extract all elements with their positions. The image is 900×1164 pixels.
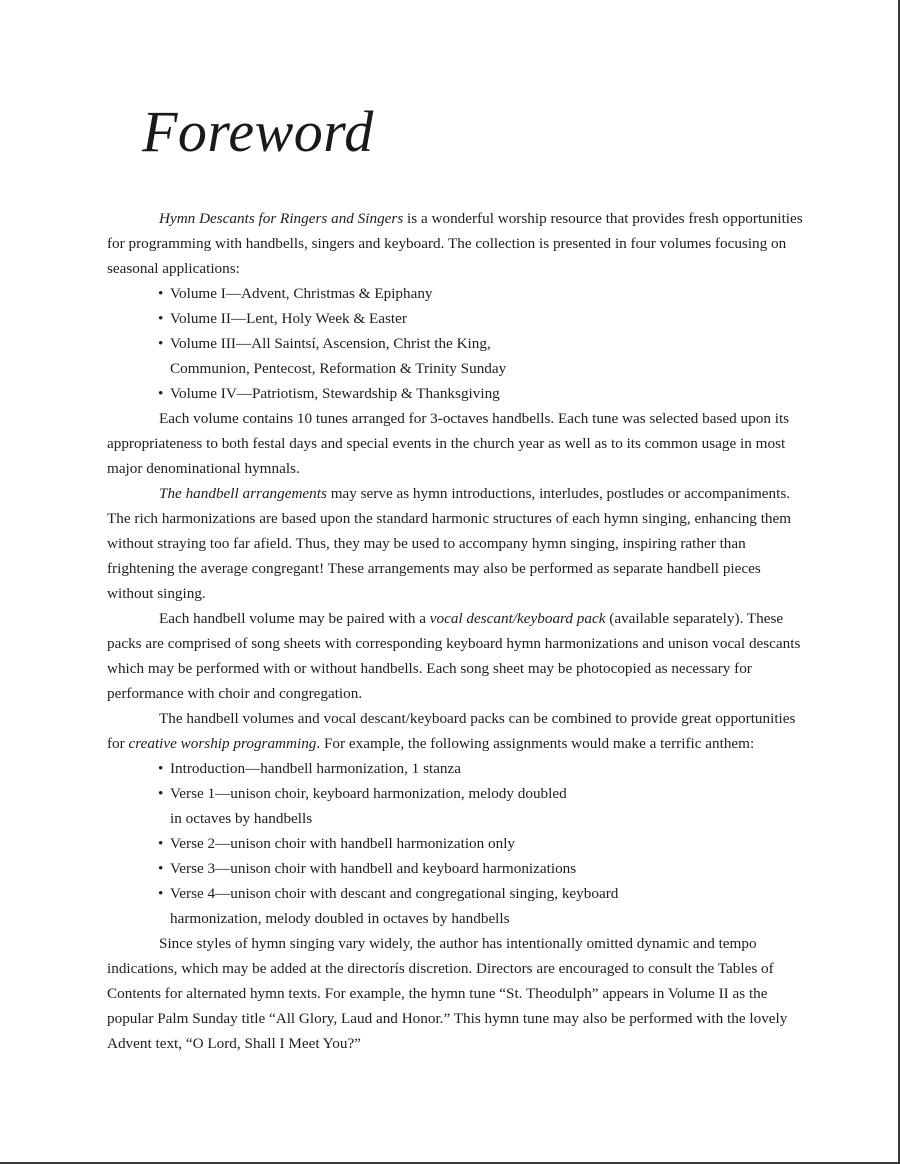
vocal-pack-paragraph: Each handbell volume may be paired with a vocal descant/keyboard pack (available separately). These packs are comprised of song sheets with corresponding keyboard hymn harmonizations and unison vocal descants which may be performed with or without handbells. Each song sheet may be photocopied as necessary for performance with choir and congregation. — [107, 610, 801, 702]
list-item: • Verse 4—unison choir with descant and congregational singing, keyboard harmonization, melody doubled in octaves by handbells — [107, 881, 807, 931]
volume-list — [107, 281, 807, 406]
foreword-body — [107, 206, 807, 1056]
bullet-icon: • — [158, 285, 164, 302]
volume-contents-paragraph: Each volume contains 10 tunes arranged for 3-octaves handbells. Each tune was selected based upon its appropriateness to both festal days and special events in the church year as well as to its common usage in most major denominational hymnals. — [107, 410, 790, 477]
assignment-list — [107, 756, 807, 931]
bullet-icon: • — [158, 785, 164, 802]
list-item: • Volume IV—Patriotism, Stewardship & Thanksgiving — [107, 381, 807, 406]
page-title: Foreword — [142, 99, 374, 164]
bullet-icon: • — [158, 885, 164, 902]
list-item: • Introduction—handbell harmonization, 1 stanza — [107, 756, 807, 781]
arrangements-paragraph: The handbell arrangements may serve as hymn introductions, interludes, postludes or accompaniments. The rich harmonizations are based upon the standard harmonic structures of each hymn singing, enhancing them without straying too far afield. Thus, they may be used to accompany hymn singing, inspiring rather than frightening the average congregant! These arrangements may also be performed as separate handbell pieces without singing. — [107, 485, 792, 602]
intro-paragraph: Hymn Descants for Ringers and Singers is a wonderful worship resource that provides fresh opportunities for programming with handbells, singers and keyboard. The collection is presented in four volumes focusing on seasonal applications: — [107, 210, 803, 277]
list-item: • Volume I—Advent, Christmas & Epiphany — [107, 281, 807, 306]
book-title: Hymn Descants for Ringers and Singers — [159, 210, 404, 227]
list-item: • Volume II—Lent, Holy Week & Easter — [107, 306, 807, 331]
bullet-icon: • — [158, 385, 164, 402]
bullet-icon: • — [158, 310, 164, 327]
bullet-icon: • — [158, 835, 164, 852]
list-item: • Verse 1—unison choir, keyboard harmonization, melody doubled in octaves by handbells — [107, 781, 807, 831]
bullet-icon: • — [158, 335, 164, 352]
closing-paragraph: Since styles of hymn singing vary widely, the author has intentionally omitted dynamic and tempo indications, which may be added at the directorís discretion. Directors are encouraged to consult the Tables of Contents for alternated hymn texts. For example, the hymn tune “St. Theodulph” appears in Volume II as the popular Palm Sunday title “All Glory, Laud and Honor.” This hymn tune may also be performed with the lovely Advent text, “O Lord, Shall I Meet You?” — [107, 935, 788, 1052]
bullet-icon: • — [158, 860, 164, 877]
bullet-icon: • — [158, 760, 164, 777]
list-item: • Verse 3—unison choir with handbell and keyboard harmonizations — [107, 856, 807, 881]
programming-paragraph: The handbell volumes and vocal descant/keyboard packs can be combined to provide great opportunities for creative worship programming. For example, the following assignments would make a terrific anthem: — [107, 710, 796, 752]
list-item: • Verse 2—unison choir with handbell harmonization only — [107, 831, 807, 856]
list-item: • Volume III—All Saintsí, Ascension, Christ the King, Communion, Pentecost, Reformation & Trinity Sunday — [107, 331, 807, 381]
